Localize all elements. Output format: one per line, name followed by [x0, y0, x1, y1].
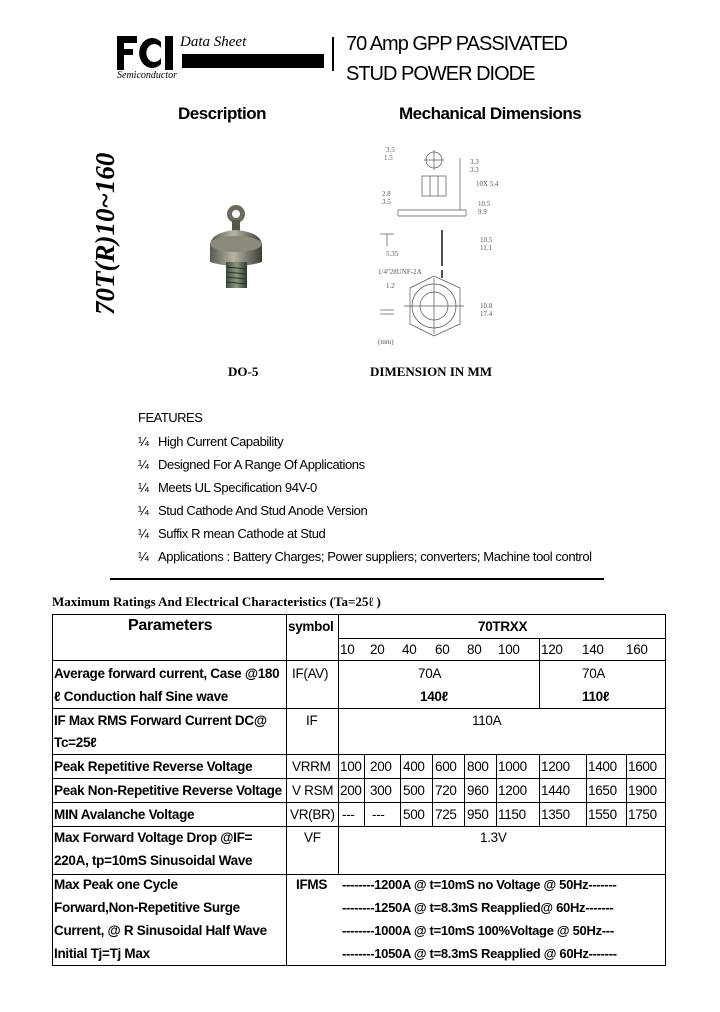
- feature-bullet: ¼: [138, 526, 149, 541]
- row-label: Initial Tj=Tj Max: [54, 946, 150, 961]
- header-divider: [332, 37, 334, 71]
- svg-text:2.8: 2.8: [382, 190, 391, 198]
- row-value: 1600: [628, 759, 657, 774]
- svg-text:10.8: 10.8: [480, 302, 493, 310]
- row-value: 500: [403, 783, 425, 798]
- row-value: 1650: [588, 783, 617, 798]
- surge-line: --------1200A @ t=10mS no Voltage @ 50Hz-------: [342, 877, 617, 892]
- svg-text:1.5: 1.5: [384, 154, 393, 162]
- feature-item: ¼ Designed For A Range Of Applications: [138, 457, 365, 472]
- mechanical-heading: Mechanical Dimensions: [399, 104, 582, 123]
- row-value: 100: [340, 759, 362, 774]
- voltage-class: 10: [340, 642, 355, 657]
- logo-subtext: Semiconductor: [117, 70, 177, 81]
- svg-text:1.2: 1.2: [386, 282, 395, 290]
- feature-bullet: ¼: [138, 480, 149, 495]
- row-value: 1350: [541, 807, 570, 822]
- row-value: ---: [372, 807, 385, 822]
- voltage-class: 20: [370, 642, 385, 657]
- row-label: Average forward current, Case @180: [54, 666, 280, 681]
- row-value: 960: [467, 783, 489, 798]
- row-value: 200: [370, 759, 392, 774]
- voltage-class: 40: [402, 642, 417, 657]
- feature-item: ¼ Suffix R mean Cathode at Stud: [138, 526, 326, 541]
- voltage-class: 60: [435, 642, 450, 657]
- feature-item: ¼ Applications : Battery Charges; Power suppliers; converters; Machine tool control: [138, 549, 592, 564]
- voltage-class: 120: [541, 642, 563, 657]
- diode-image: [202, 200, 272, 292]
- row-value: 950: [467, 807, 489, 822]
- row-value: 1200: [498, 783, 527, 798]
- svg-text:10X 5.4: 10X 5.4: [476, 180, 499, 188]
- voltage-class: 80: [467, 642, 482, 657]
- row-value: 1440: [541, 783, 570, 798]
- row-value: ---: [342, 807, 355, 822]
- row-label: Tc=25ℓ: [54, 735, 97, 750]
- row-value: 1200: [541, 759, 570, 774]
- row-value: 400: [403, 759, 425, 774]
- mechanical-drawing: [370, 138, 510, 354]
- row-value: 725: [435, 807, 457, 822]
- feature-bullet: ¼: [138, 549, 149, 564]
- row-value: 1.3V: [480, 830, 507, 845]
- row-value: 110A: [472, 713, 502, 728]
- row-value: 1750: [628, 807, 657, 822]
- row-symbol: IF: [306, 713, 318, 728]
- row-label: ℓ Conduction half Sine wave: [54, 689, 229, 704]
- row-label: Max Forward Voltage Drop @IF=: [54, 830, 253, 845]
- svg-text:(mm): (mm): [378, 338, 394, 346]
- voltage-class: 160: [626, 642, 648, 657]
- row-value: 800: [467, 759, 489, 774]
- features-heading: FEATURES: [138, 410, 203, 425]
- header-family: 70TRXX: [478, 619, 528, 634]
- row-symbol: VRRM: [292, 759, 331, 774]
- data-sheet-label: Data Sheet: [180, 34, 247, 50]
- row-symbol: V RSM: [292, 783, 334, 798]
- row-symbol: IF(AV): [292, 666, 329, 681]
- features-divider: [110, 578, 604, 580]
- ratings-title: Maximum Ratings And Electrical Characteristics (Ta=25ℓ ): [52, 594, 381, 609]
- ratings-table: [52, 614, 666, 966]
- row-value: 720: [435, 783, 457, 798]
- row-label: Peak Non-Repetitive Reverse Voltage: [54, 783, 282, 798]
- dimension-label: DIMENSION IN MM: [370, 364, 493, 379]
- header-bar: [182, 54, 324, 68]
- row-value: 1150: [498, 807, 526, 822]
- row-value: 1550: [588, 807, 617, 822]
- feature-bullet: ¼: [138, 457, 149, 472]
- header-symbol: symbol: [288, 619, 334, 634]
- surge-line: --------1050A @ t=8.3mS Reapplied @ 60Hz-------: [342, 946, 617, 961]
- row-symbol: IFMS: [296, 877, 328, 892]
- row-value: 1400: [588, 759, 617, 774]
- surge-line: --------1250A @ t=8.3mS Reapplied@ 60Hz-------: [342, 900, 614, 915]
- row-value: 200: [340, 783, 362, 798]
- row-value: 140ℓ: [420, 689, 448, 704]
- svg-text:1/4"28UNF-2A: 1/4"28UNF-2A: [378, 268, 422, 276]
- voltage-class: 140: [582, 642, 604, 657]
- surge-line: --------1000A @ t=10mS 100%Voltage @ 50Hz---: [342, 923, 614, 938]
- row-value: 110ℓ: [582, 689, 610, 704]
- row-value: 500: [403, 807, 425, 822]
- row-label: Forward,Non-Repetitive Surge: [54, 900, 240, 915]
- row-label: MIN Avalanche Voltage: [54, 807, 195, 822]
- header-parameters: Parameters: [128, 617, 213, 634]
- row-label: 220A, tp=10mS Sinusoidal Wave: [54, 853, 253, 868]
- feature-item: ¼ High Current Capability: [138, 434, 284, 449]
- svg-text:3.5: 3.5: [382, 198, 391, 206]
- row-value: 70A: [418, 666, 442, 681]
- feature-item: ¼ Meets UL Specification 94V-0: [138, 480, 317, 495]
- svg-text:10.5: 10.5: [478, 200, 491, 208]
- feature-bullet: ¼: [138, 434, 149, 449]
- svg-text:11.1: 11.1: [480, 244, 492, 252]
- svg-text:3.5: 3.5: [386, 146, 395, 154]
- row-symbol: VR(BR): [290, 807, 335, 822]
- voltage-class: 100: [498, 642, 520, 657]
- part-number: [62, 150, 132, 320]
- svg-text:5.35: 5.35: [386, 250, 399, 258]
- svg-text:17.4: 17.4: [480, 310, 493, 318]
- feature-item: ¼ Stud Cathode And Stud Anode Version: [138, 503, 368, 518]
- row-value: 600: [435, 759, 457, 774]
- feature-bullet: ¼: [138, 503, 149, 518]
- row-label: Current, @ R Sinusoidal Half Wave: [54, 923, 267, 938]
- row-value: 300: [370, 783, 392, 798]
- svg-text:3.3: 3.3: [470, 158, 479, 166]
- row-label: Max Peak one Cycle: [54, 877, 178, 892]
- svg-text:9.9: 9.9: [478, 208, 487, 216]
- row-symbol: VF: [304, 830, 321, 845]
- part-number-text: 70T(R)10~160: [90, 152, 120, 315]
- title-line-2: STUD POWER DIODE: [346, 63, 535, 85]
- row-label: IF Max RMS Forward Current DC@: [54, 713, 267, 728]
- description-heading: Description: [178, 104, 267, 123]
- row-value: 70A: [582, 666, 606, 681]
- row-label: Peak Repetitive Reverse Voltage: [54, 759, 253, 774]
- row-value: 1900: [628, 783, 657, 798]
- row-value: 1000: [498, 759, 527, 774]
- title-line-1: 70 Amp GPP PASSIVATED: [346, 33, 567, 55]
- svg-text:3.3: 3.3: [470, 166, 479, 174]
- svg-text:10.5: 10.5: [480, 236, 493, 244]
- package-label: DO-5: [228, 364, 259, 379]
